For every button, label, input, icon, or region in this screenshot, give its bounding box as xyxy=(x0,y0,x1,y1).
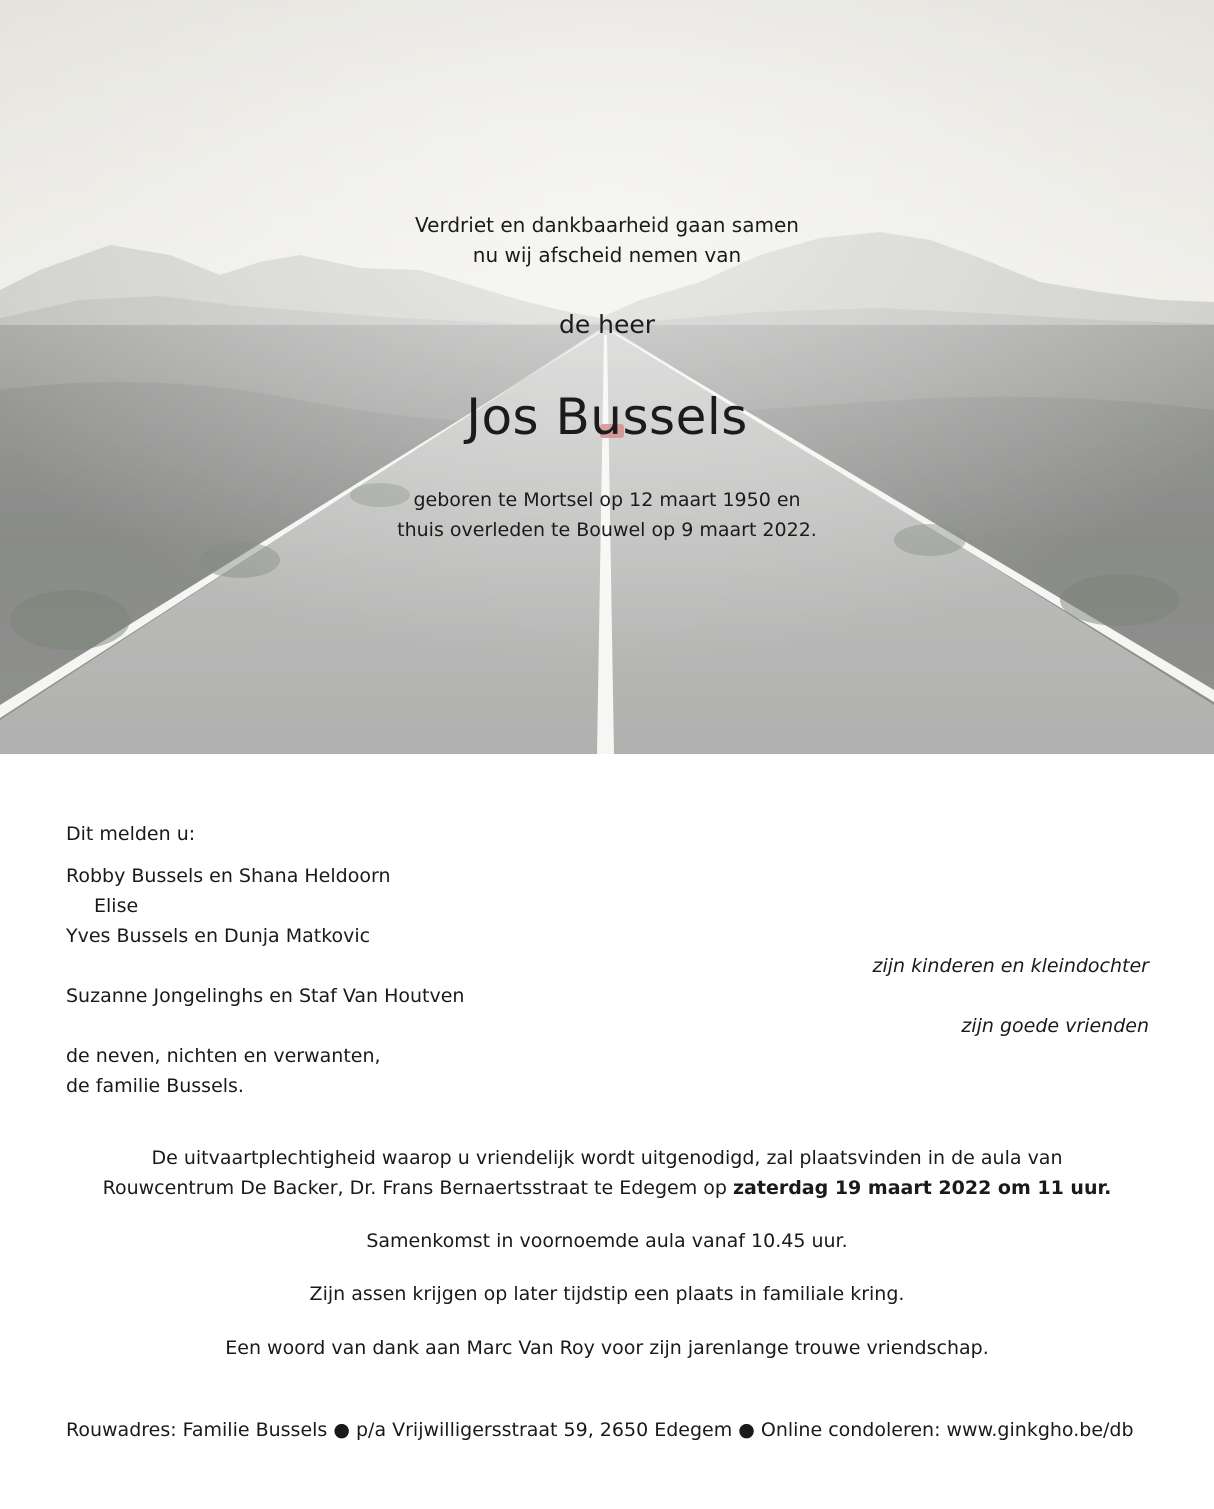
family-line: Suzanne Jongelinghs en Staf Van Houtven xyxy=(66,985,465,1007)
birth-line: geboren te Mortsel op 12 maart 1950 en xyxy=(413,489,801,511)
family-line: de familie Bussels. xyxy=(66,1075,244,1097)
service-location: Rouwcentrum De Backer, Dr. Frans Bernaertsstraat te Edegem op xyxy=(102,1177,733,1199)
service-line-2 xyxy=(0,1173,1214,1203)
relation-label: zijn kinderen en kleindochter xyxy=(872,955,1149,977)
announce-heading: Dit melden u: xyxy=(66,823,196,845)
name-prefix: de heer xyxy=(558,310,656,339)
service-date: zaterdag 19 maart 2022 om 11 uur. xyxy=(732,1177,1112,1199)
service-line-1: De uitvaartplechtigheid waarop u vriendelijk wordt uitgenodigd, zal plaatsvinden in de aula van xyxy=(151,1147,1063,1169)
hero-text xyxy=(0,0,1214,754)
footer-address: Rouwadres: Familie Bussels ● p/a Vrijwilligersstraat 59, 2650 Edegem ● Online condoleren: www.ginkgho.be/db xyxy=(66,1419,1134,1441)
family-line: Yves Bussels en Dunja Matkovic xyxy=(66,925,371,947)
intro-line-1: Verdriet en dankbaarheid gaan samen xyxy=(415,213,799,237)
service-details xyxy=(0,1143,1214,1203)
gathering-text: Samenkomst in voornoemde aula vanaf 10.45 uur. xyxy=(366,1230,848,1252)
thanks-text: Een woord van dank aan Marc Van Roy voor zijn jarenlange trouwe vriendschap. xyxy=(225,1337,989,1359)
relation-label: zijn goede vrienden xyxy=(961,1015,1149,1037)
hero-photo xyxy=(0,0,1214,754)
family-line: Elise xyxy=(94,895,139,917)
intro-text xyxy=(0,210,1214,270)
deceased-name: Jos Bussels xyxy=(466,388,748,446)
death-line: thuis overleden te Bouwel op 9 maart 2022. xyxy=(397,519,817,541)
family-line: de neven, nichten en verwanten, xyxy=(66,1045,381,1067)
ashes-text: Zijn assen krijgen op later tijdstip een plaats in familiale kring. xyxy=(309,1283,905,1305)
family-list xyxy=(66,861,1149,1101)
intro-line-2: nu wij afscheid nemen van xyxy=(472,243,742,267)
life-dates xyxy=(0,485,1214,545)
family-line: Robby Bussels en Shana Heldoorn xyxy=(66,865,391,887)
